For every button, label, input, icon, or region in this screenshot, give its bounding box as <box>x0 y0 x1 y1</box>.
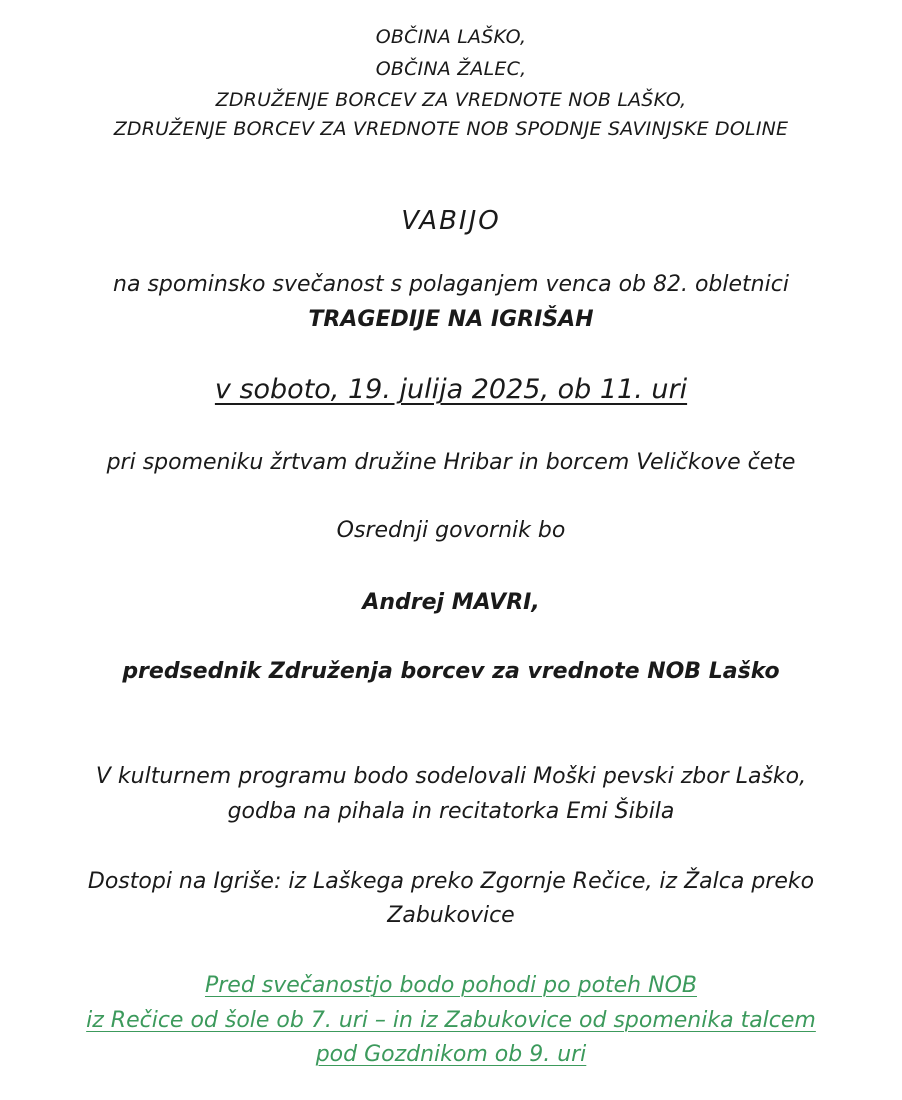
organizer-line: OBČINA LAŠKO, <box>375 26 527 48</box>
event-location: pri spomeniku žrtvam družine Hribar in borcem Veličkove čete <box>106 450 796 475</box>
organizer-line: ZDRUŽENJE BORCEV ZA VREDNOTE NOB LAŠKO, <box>215 89 687 111</box>
speaker-name: Andrej MAVRI, <box>362 590 540 615</box>
hike-line: Pred svečanostjo bodo pohodi po poteh NOB <box>204 973 697 998</box>
organizer-line: ZDRUŽENJE BORCEV ZA VREDNOTE NOB SPODNJE SAVINJSKE DOLINE <box>113 118 789 140</box>
access-line: Zabukovice <box>387 903 515 928</box>
program-line: V kulturnem programu bodo sodelovali Moški pevski zbor Laško, <box>95 764 807 789</box>
organizer-line: OBČINA ŽALEC, <box>375 58 527 80</box>
hike-line: pod Gozdnikom ob 9. uri <box>315 1042 587 1067</box>
speaker-intro: Osrednji govornik bo <box>336 518 566 543</box>
event-description: na spominsko svečanost s polaganjem venca ob 82. obletnici <box>113 272 789 297</box>
access-line: Dostopi na Igriše: iz Laškega preko Zgornje Rečice, iz Žalca preko <box>87 869 815 894</box>
hike-line: iz Rečice od šole ob 7. uri – in iz Zabukovice od spomenika talcem <box>86 1008 816 1033</box>
invite-heading: VABIJO <box>401 206 501 236</box>
event-datetime: v soboto, 19. julija 2025, ob 11. uri <box>214 374 688 405</box>
speaker-title: predsednik Združenja borcev za vrednote NOB Laško <box>122 659 780 684</box>
event-name: TRAGEDIJE NA IGRIŠAH <box>308 307 594 332</box>
program-line: godba na pihala in recitatorka Emi Šibila <box>227 799 675 824</box>
